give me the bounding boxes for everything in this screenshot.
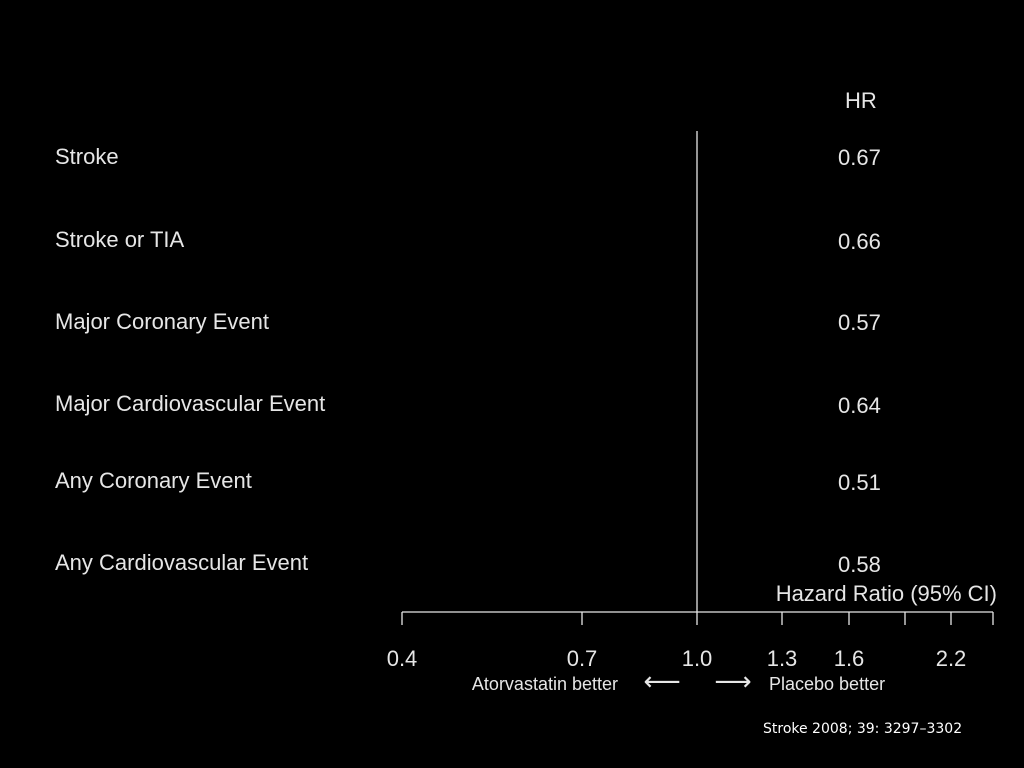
hr-value: 0.64 (838, 393, 881, 418)
row-label: Major Cardiovascular Event (55, 391, 326, 416)
row-label: Major Coronary Event (55, 309, 269, 334)
x-tick-label: 0.4 (386, 646, 418, 671)
x-tick-label: 1.0 (681, 646, 713, 671)
row-label: Stroke (55, 144, 119, 169)
citation: Stroke 2008; 39: 3297–3302 (763, 721, 963, 737)
hr-column-header: HR (845, 88, 877, 113)
row-label: Any Cardiovascular Event (55, 550, 309, 575)
x-axis-title: Hazard Ratio (95% CI) (775, 581, 997, 606)
x-tick-label: 1.3 (766, 646, 798, 671)
row-label: Any Coronary Event (55, 468, 252, 493)
arrow-right: ⟶ (714, 667, 752, 697)
hr-value: 0.51 (838, 470, 881, 495)
x-tick-label: 1.6 (833, 646, 865, 671)
hr-value: 0.58 (838, 552, 881, 577)
hr-value: 0.67 (838, 145, 881, 170)
arrow-left: ⟵ (643, 667, 681, 697)
hr-value: 0.66 (838, 229, 881, 254)
hr-value: 0.57 (838, 310, 881, 335)
favors-left-label: Atorvastatin better (471, 674, 618, 694)
row-label: Stroke or TIA (55, 227, 185, 252)
x-tick-label: 2.2 (935, 646, 967, 671)
x-tick-label: 0.7 (566, 646, 598, 671)
favors-right-label: Placebo better (769, 674, 886, 694)
